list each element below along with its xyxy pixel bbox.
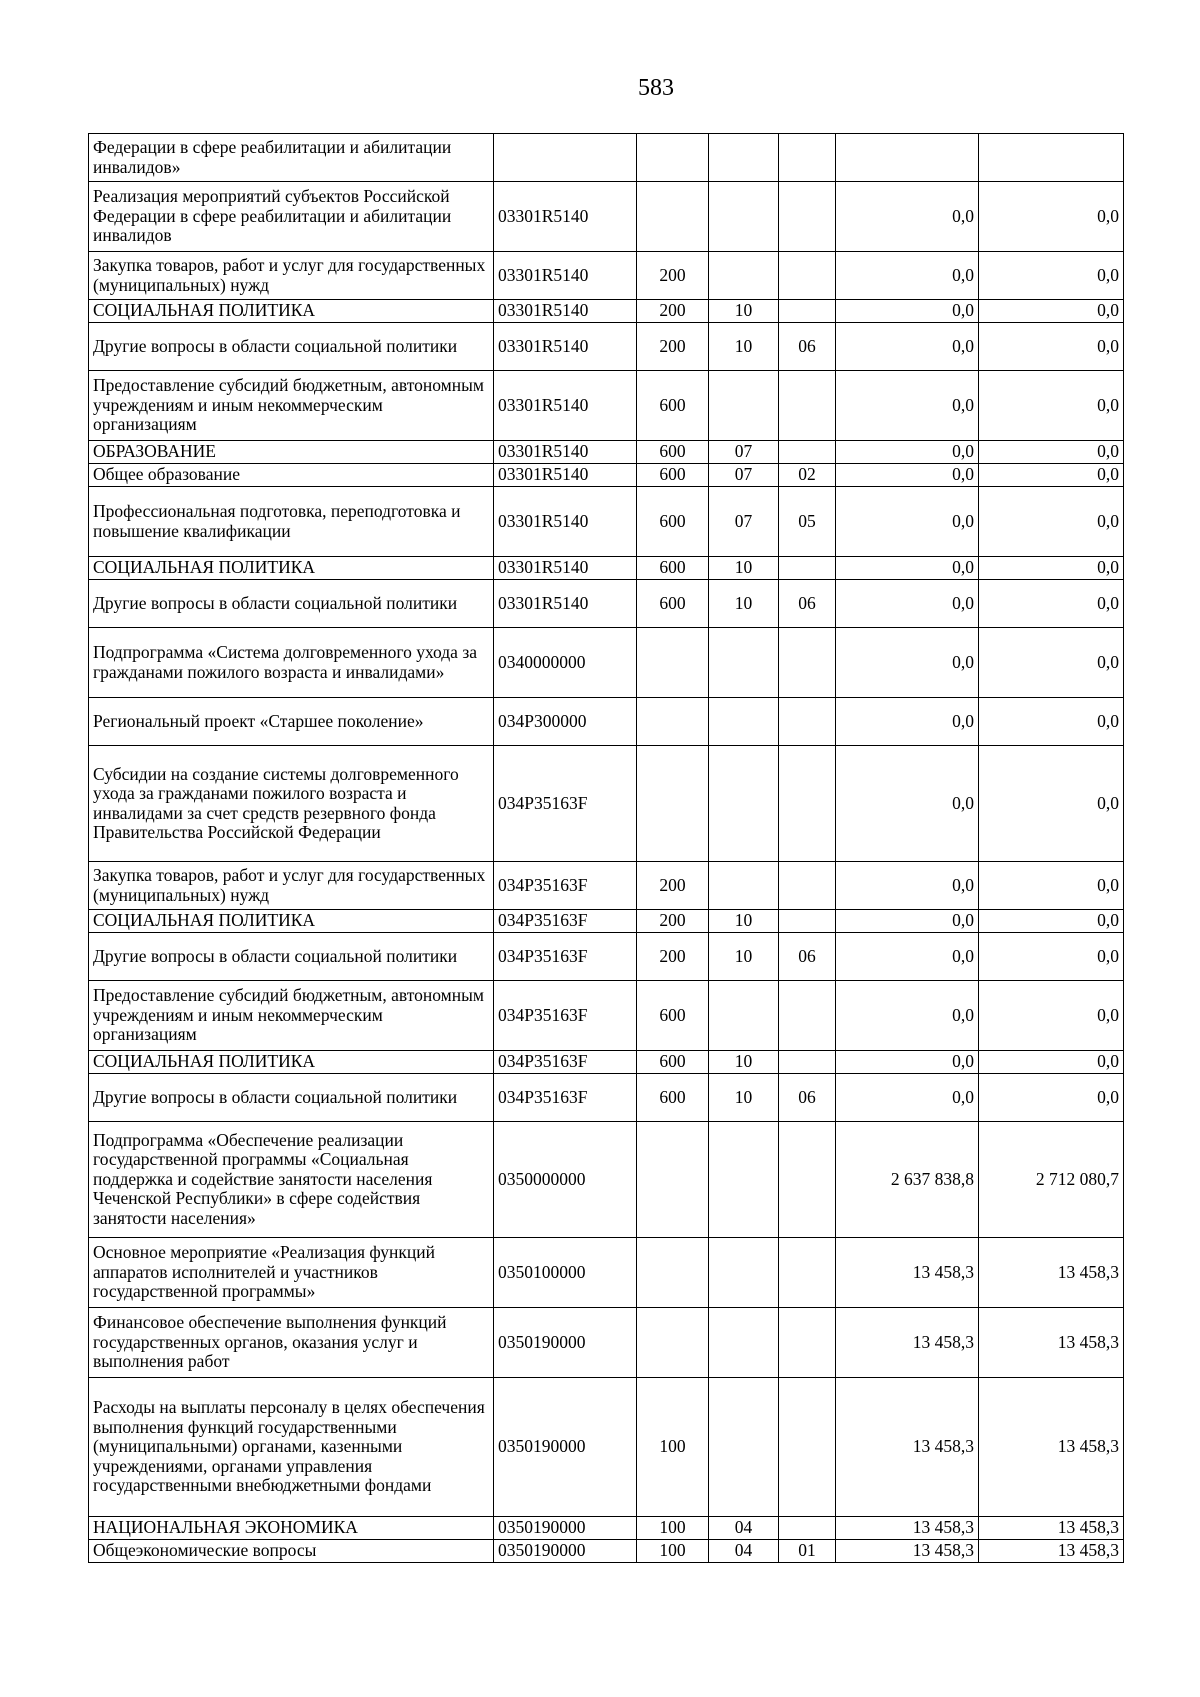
expense-type-cell: 200 [637,300,709,323]
amount-year2-cell: 0,0 [979,1051,1124,1074]
section-cell [709,1238,779,1308]
amount-year1-cell: 0,0 [836,746,979,862]
row-name-cell: Другие вопросы в области социальной политики [89,933,494,981]
amount-year1-cell: 0,0 [836,628,979,698]
section-cell: 10 [709,580,779,628]
row-name-cell: Региональный проект «Старшее поколение» [89,698,494,746]
table-row [89,1540,1124,1563]
row-name-cell: Предоставление субсидий бюджетным, автономным учреждениям и иным некоммерческим организациям [89,981,494,1051]
expense-type-cell: 600 [637,981,709,1051]
expense-type-cell: 200 [637,323,709,371]
subsection-cell [779,371,836,441]
subsection-cell [779,698,836,746]
table-row [89,1378,1124,1517]
amount-year1-cell: 0,0 [836,323,979,371]
target-article-cell [494,134,637,182]
row-name-cell: Другие вопросы в области социальной политики [89,323,494,371]
expense-type-cell: 600 [637,557,709,580]
target-article-cell: 034P35163F [494,746,637,862]
amount-year2-cell: 0,0 [979,441,1124,464]
expense-type-cell: 200 [637,252,709,300]
table-row [89,628,1124,698]
section-cell [709,862,779,910]
row-name-cell: НАЦИОНАЛЬНАЯ ЭКОНОМИКА [89,1517,494,1540]
table-row [89,557,1124,580]
row-name-cell: Закупка товаров, работ и услуг для государственных (муниципальных) нужд [89,252,494,300]
target-article-cell: 03301R5140 [494,580,637,628]
amount-year2-cell: 0,0 [979,300,1124,323]
row-name-cell: Предоставление субсидий бюджетным, автономным учреждениям и иным некоммерческим организациям [89,371,494,441]
target-article-cell: 034P300000 [494,698,637,746]
amount-year2-cell: 13 458,3 [979,1308,1124,1378]
target-article-cell: 034P35163F [494,933,637,981]
table-row [89,1517,1124,1540]
expense-type-cell [637,1122,709,1238]
amount-year2-cell: 0,0 [979,487,1124,557]
expense-type-cell [637,628,709,698]
amount-year2-cell: 0,0 [979,862,1124,910]
section-cell [709,981,779,1051]
row-name-cell: СОЦИАЛЬНАЯ ПОЛИТИКА [89,1051,494,1074]
section-cell: 07 [709,487,779,557]
target-article-cell: 03301R5140 [494,252,637,300]
subsection-cell: 01 [779,1540,836,1563]
expense-type-cell [637,746,709,862]
section-cell: 10 [709,557,779,580]
section-cell [709,182,779,252]
target-article-cell: 034P35163F [494,1074,637,1122]
section-cell [709,1378,779,1517]
target-article-cell: 03301R5140 [494,371,637,441]
section-cell: 10 [709,323,779,371]
row-name-cell: Федерации в сфере реабилитации и абилитации инвалидов» [89,134,494,182]
subsection-cell [779,182,836,252]
target-article-cell: 034P35163F [494,1051,637,1074]
expense-type-cell: 600 [637,441,709,464]
subsection-cell [779,1238,836,1308]
table-row [89,580,1124,628]
amount-year2-cell: 0,0 [979,1074,1124,1122]
amount-year1-cell: 13 458,3 [836,1540,979,1563]
budget-table [88,133,1124,1563]
expense-type-cell: 600 [637,464,709,487]
expense-type-cell [637,1238,709,1308]
subsection-cell [779,862,836,910]
table-row [89,487,1124,557]
expense-type-cell: 100 [637,1540,709,1563]
expense-type-cell [637,1308,709,1378]
amount-year1-cell: 0,0 [836,252,979,300]
subsection-cell [779,1378,836,1517]
section-cell: 10 [709,1074,779,1122]
subsection-cell [779,134,836,182]
amount-year2-cell: 0,0 [979,557,1124,580]
table-row [89,464,1124,487]
row-name-cell: Субсидии на создание системы долговременного ухода за гражданами пожилого возраста и инвалидами за счет средств резервного фонда Правительства Российской Федерации [89,746,494,862]
subsection-cell [779,628,836,698]
amount-year1-cell [836,134,979,182]
table-row [89,698,1124,746]
table-row [89,371,1124,441]
amount-year1-cell: 0,0 [836,557,979,580]
subsection-cell [779,910,836,933]
target-article-cell: 03301R5140 [494,487,637,557]
amount-year1-cell: 0,0 [836,580,979,628]
amount-year1-cell: 0,0 [836,1074,979,1122]
section-cell: 10 [709,933,779,981]
amount-year1-cell: 0,0 [836,182,979,252]
amount-year2-cell: 0,0 [979,933,1124,981]
table-row [89,252,1124,300]
section-cell [709,628,779,698]
target-article-cell: 03301R5140 [494,464,637,487]
target-article-cell: 03301R5140 [494,557,637,580]
table-row [89,441,1124,464]
row-name-cell: СОЦИАЛЬНАЯ ПОЛИТИКА [89,300,494,323]
amount-year2-cell: 0,0 [979,981,1124,1051]
amount-year1-cell: 0,0 [836,441,979,464]
row-name-cell: Другие вопросы в области социальной политики [89,1074,494,1122]
row-name-cell: Закупка товаров, работ и услуг для государственных (муниципальных) нужд [89,862,494,910]
amount-year2-cell: 0,0 [979,323,1124,371]
table-row [89,1308,1124,1378]
amount-year1-cell: 0,0 [836,371,979,441]
amount-year2-cell: 0,0 [979,628,1124,698]
amount-year1-cell: 0,0 [836,464,979,487]
section-cell [709,1308,779,1378]
amount-year1-cell: 13 458,3 [836,1517,979,1540]
expense-type-cell: 600 [637,1051,709,1074]
section-cell: 07 [709,441,779,464]
subsection-cell: 06 [779,580,836,628]
amount-year1-cell: 0,0 [836,862,979,910]
target-article-cell: 03301R5140 [494,323,637,371]
amount-year1-cell: 0,0 [836,1051,979,1074]
amount-year2-cell: 13 458,3 [979,1238,1124,1308]
amount-year1-cell: 13 458,3 [836,1308,979,1378]
row-name-cell: Расходы на выплаты персоналу в целях обеспечения выполнения функций государственными (муниципальными) органами, казенными учреждениями, органами управления государственными внебюджетными фондами [89,1378,494,1517]
subsection-cell [779,1308,836,1378]
subsection-cell: 06 [779,1074,836,1122]
target-article-cell: 034P35163F [494,910,637,933]
table-row [89,323,1124,371]
amount-year2-cell: 0,0 [979,182,1124,252]
amount-year1-cell: 2 637 838,8 [836,1122,979,1238]
section-cell: 10 [709,300,779,323]
subsection-cell: 06 [779,933,836,981]
amount-year1-cell: 0,0 [836,910,979,933]
expense-type-cell: 100 [637,1378,709,1517]
subsection-cell [779,1122,836,1238]
expense-type-cell: 100 [637,1517,709,1540]
table-row [89,134,1124,182]
section-cell [709,371,779,441]
table-row [89,933,1124,981]
target-article-cell: 03301R5140 [494,182,637,252]
subsection-cell [779,746,836,862]
amount-year2-cell: 0,0 [979,252,1124,300]
table-row [89,1051,1124,1074]
subsection-cell [779,557,836,580]
section-cell: 10 [709,1051,779,1074]
subsection-cell [779,1051,836,1074]
target-article-cell: 0350000000 [494,1122,637,1238]
expense-type-cell: 600 [637,371,709,441]
expense-type-cell [637,134,709,182]
target-article-cell: 034P35163F [494,862,637,910]
expense-type-cell [637,182,709,252]
expense-type-cell: 600 [637,487,709,557]
target-article-cell: 034P35163F [494,981,637,1051]
subsection-cell [779,981,836,1051]
amount-year2-cell [979,134,1124,182]
subsection-cell [779,300,836,323]
table-row [89,1238,1124,1308]
amount-year1-cell: 0,0 [836,487,979,557]
table-row [89,182,1124,252]
expense-type-cell [637,698,709,746]
page-number: 583 [638,75,674,101]
amount-year2-cell: 0,0 [979,371,1124,441]
subsection-cell: 06 [779,323,836,371]
target-article-cell: 0340000000 [494,628,637,698]
amount-year2-cell: 0,0 [979,910,1124,933]
subsection-cell [779,1517,836,1540]
expense-type-cell: 600 [637,580,709,628]
amount-year2-cell: 0,0 [979,746,1124,862]
amount-year2-cell: 13 458,3 [979,1540,1124,1563]
row-name-cell: Подпрограмма «Обеспечение реализации государственной программы «Социальная поддержка и содействие занятости населения Чеченской Республики» в сфере содействия занятости населения» [89,1122,494,1238]
target-article-cell: 0350100000 [494,1238,637,1308]
amount-year1-cell: 13 458,3 [836,1238,979,1308]
row-name-cell: Основное мероприятие «Реализация функций аппаратов исполнителей и участников государственной программы» [89,1238,494,1308]
amount-year2-cell: 13 458,3 [979,1517,1124,1540]
expense-type-cell: 200 [637,933,709,981]
target-article-cell: 03301R5140 [494,441,637,464]
table-row [89,910,1124,933]
amount-year2-cell: 0,0 [979,580,1124,628]
amount-year2-cell: 13 458,3 [979,1378,1124,1517]
amount-year1-cell: 13 458,3 [836,1378,979,1517]
section-cell: 04 [709,1517,779,1540]
section-cell: 07 [709,464,779,487]
section-cell: 04 [709,1540,779,1563]
table-row [89,981,1124,1051]
table-row [89,1074,1124,1122]
row-name-cell: Подпрограмма «Система долговременного ухода за гражданами пожилого возраста и инвалидами» [89,628,494,698]
subsection-cell: 02 [779,464,836,487]
table-row [89,1122,1124,1238]
row-name-cell: Финансовое обеспечение выполнения функций государственных органов, оказания услуг и выполнения работ [89,1308,494,1378]
target-article-cell: 03301R5140 [494,300,637,323]
target-article-cell: 0350190000 [494,1378,637,1517]
row-name-cell: Общее образование [89,464,494,487]
amount-year1-cell: 0,0 [836,981,979,1051]
section-cell [709,746,779,862]
amount-year2-cell: 2 712 080,7 [979,1122,1124,1238]
section-cell [709,1122,779,1238]
expense-type-cell: 200 [637,862,709,910]
amount-year1-cell: 0,0 [836,300,979,323]
table-row [89,300,1124,323]
row-name-cell: Профессиональная подготовка, переподготовка и повышение квалификации [89,487,494,557]
table-row [89,746,1124,862]
target-article-cell: 0350190000 [494,1517,637,1540]
amount-year1-cell: 0,0 [836,698,979,746]
expense-type-cell: 600 [637,1074,709,1122]
subsection-cell [779,252,836,300]
amount-year2-cell: 0,0 [979,698,1124,746]
row-name-cell: Общеэкономические вопросы [89,1540,494,1563]
row-name-cell: СОЦИАЛЬНАЯ ПОЛИТИКА [89,557,494,580]
target-article-cell: 0350190000 [494,1540,637,1563]
target-article-cell: 0350190000 [494,1308,637,1378]
row-name-cell: СОЦИАЛЬНАЯ ПОЛИТИКА [89,910,494,933]
amount-year1-cell: 0,0 [836,933,979,981]
section-cell [709,698,779,746]
section-cell: 10 [709,910,779,933]
table-row [89,862,1124,910]
section-cell [709,134,779,182]
section-cell [709,252,779,300]
expense-type-cell: 200 [637,910,709,933]
amount-year2-cell: 0,0 [979,464,1124,487]
row-name-cell: ОБРАЗОВАНИЕ [89,441,494,464]
row-name-cell: Реализация мероприятий субъектов Российской Федерации в сфере реабилитации и абилитации инвалидов [89,182,494,252]
subsection-cell: 05 [779,487,836,557]
table-body [89,134,1124,1563]
row-name-cell: Другие вопросы в области социальной политики [89,580,494,628]
subsection-cell [779,441,836,464]
